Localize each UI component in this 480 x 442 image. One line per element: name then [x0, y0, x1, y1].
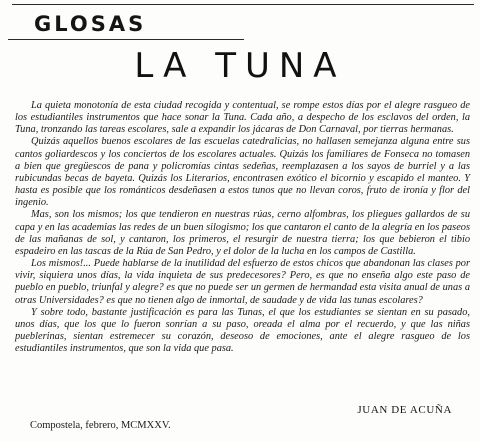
article-paragraph: Los mismos!... Puede hablarse de la inutilidad del esfuerzo de estos chicos que abandonan las clases por vivir, siquiera unos días, la vida inquieta de sus predecesores? Pero, es que no enseña algo este paso de pueblo en pueblo, triunfal y alegre? es que no puede ser un germen de hermandad esta visita anual de unas a otras Universidades? es que no tienen algo de inmortal, de saudade y de vida las tunas escolares?	[15, 258, 470, 306]
article-paragraph: Y sobre todo, bastante justificación es para las Tunas, el que los estudiantes se sientan en su pasado, unos días, que los que lo fueron sonrían a su paso, oreada el alma por el recuerdo, y que las niñas pueblerinas, sientan estremecer su corazón, deseoso de emociones, ante el alegre rasgueo de los estudiantiles instrumentos, que son la vida que pasa.	[15, 306, 470, 355]
article-paragraph: Mas, son los mismos; los que tendieron en nuestras rúas, cerno alfombras, los pliegues gallardos de su capa y en las academias las redes de un buen silogismo; los que cantaron el canto de la alegría en los paseos de las mañanas de sol, y cantaron, los primeros, el resurgir de nuestra tierra; los que bebieron el tibio espadeiro en las tascas de la Rúa de San Pedro, y el dolor de la lucha en los campos de Castilla.	[15, 209, 470, 257]
section-header: GLOSAS	[34, 12, 147, 36]
author-signature: JUAN DE ACUÑA	[357, 404, 452, 416]
article-paragraph: Quizás aquellos buenos escolares de las escuelas catedralicias, no hallasen semejanza alguna entre sus cantos goliardescos y los conciertos de los escolares actuales. Quizás los familiares de Fonseca no tomasen a bien que gregüescos de pana y policromías cintas sedeñas, reemplazasen a los sayos de burriel y a las rubicundas becas de bayeta. Quizás los Literarios, encontrasen exótico el bicornio y escapido el manteo. Y hasta es posible que los románticos desdeñasen a estos tunos que no llevan coros, fruto de ironía y flor del ingenio.	[15, 136, 470, 209]
dateline: Compostela, febrero, MCMXXV.	[30, 420, 171, 431]
article-paragraph: La quieta monotonía de esta ciudad recogida y contentual, se rompe estos días por el alegre rasgueo de los estudiantiles instrumentos que hace sonar la Tuna. Cada año, a despecho de los esclavos del orden, la Tuna, tronzando las tareas escolares, sale a expandir los jácaras de Don Carnaval, por tierras hermanas.	[15, 100, 470, 136]
article-body	[15, 100, 470, 355]
article-headline: LA TUNA	[134, 46, 346, 86]
section-rule	[8, 39, 244, 40]
top-rule	[12, 4, 474, 5]
